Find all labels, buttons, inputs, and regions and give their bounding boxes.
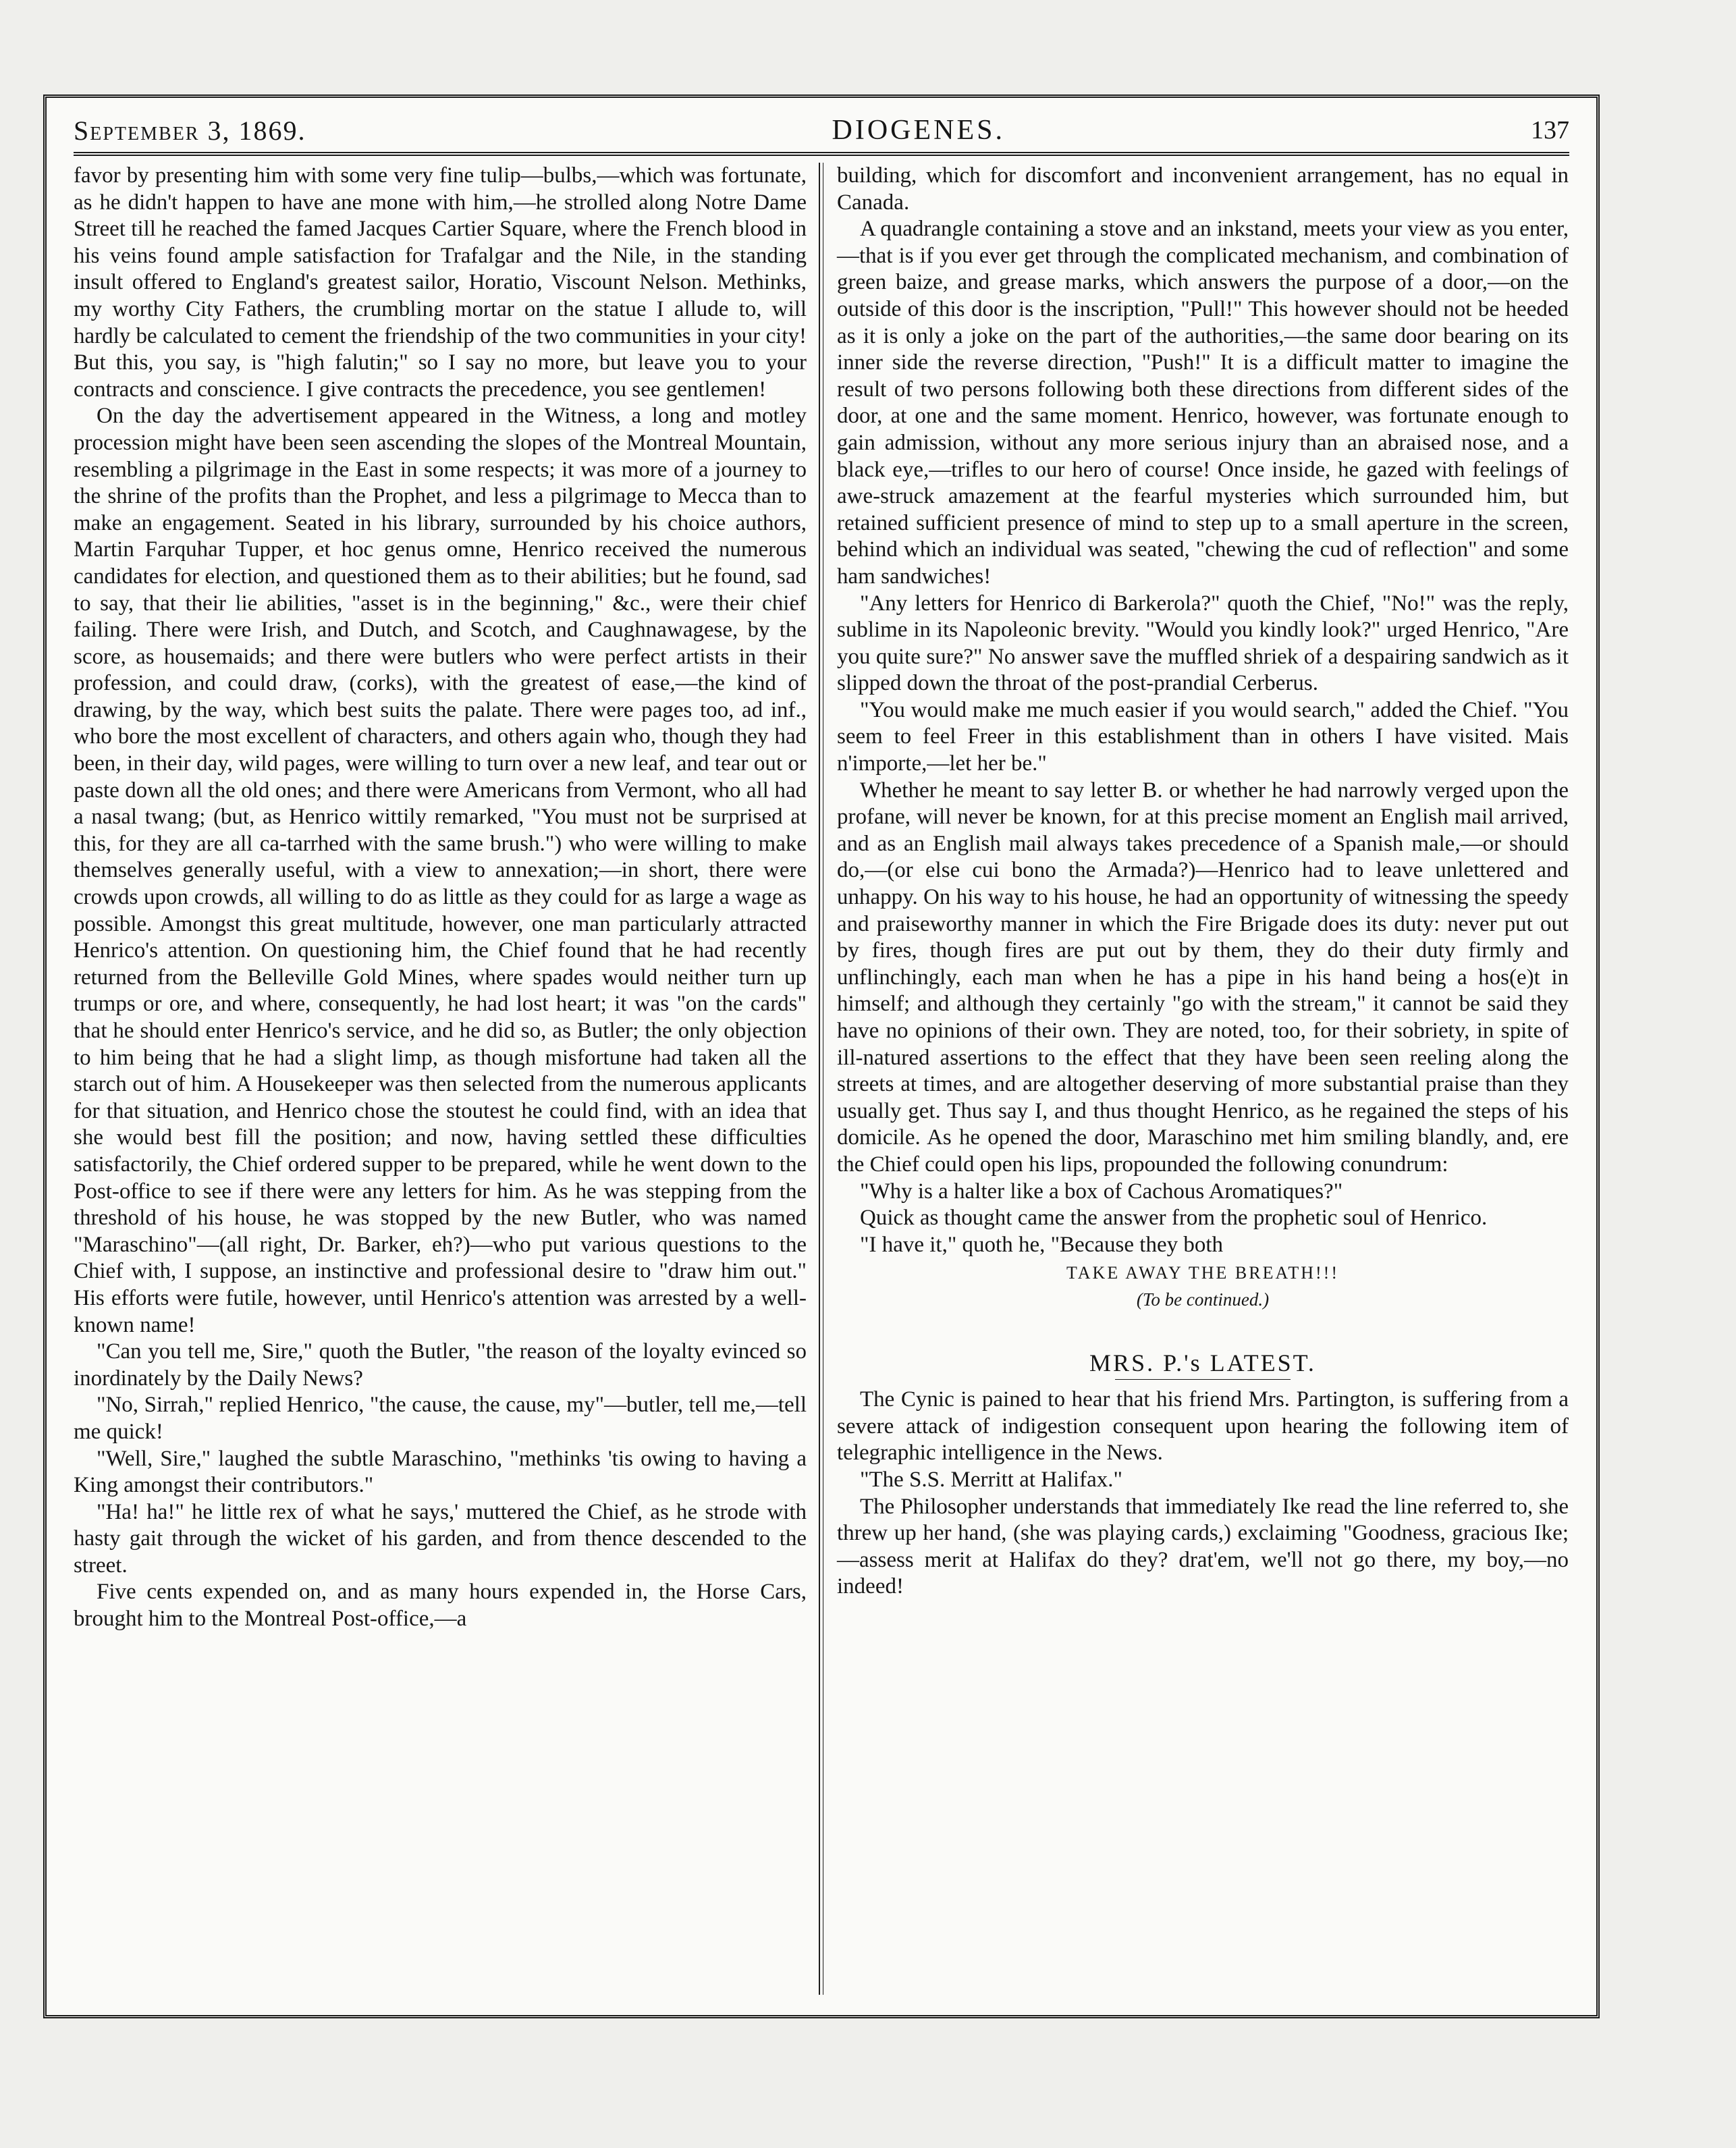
page-header bbox=[74, 109, 1569, 156]
left-column bbox=[74, 163, 819, 1995]
article-columns bbox=[74, 163, 1569, 1995]
right-column bbox=[823, 163, 1569, 1995]
masthead-title: DIOGENES. bbox=[832, 115, 1005, 146]
paragraph: "You would make me much easier if you would search," added the Chief. "You seem to feel Freer in this establishment than in others I have visited. Mais n'importe,—let her be." bbox=[837, 697, 1569, 776]
punchline: TAKE AWAY THE BREATH!!! bbox=[1066, 1263, 1340, 1283]
paragraph: "Why is a halter like a box of Cachous Aromatiques?" bbox=[860, 1179, 1343, 1204]
paragraph: building, which for discomfort and inconvenient arrangement, has no equal in Canada. bbox=[837, 163, 1569, 215]
page-frame bbox=[43, 95, 1600, 2018]
paragraph: Quick as thought came the answer from the prophetic soul of Henrico. bbox=[860, 1206, 1488, 1231]
paragraph: The Cynic is pained to hear that his friend Mrs. Partington, is suffering from a severe attack of indigestion consequent upon hearing the following item of telegraphic intelligence in the News. bbox=[837, 1387, 1569, 1466]
paragraph: "Any letters for Henrico di Barkerola?" quoth the Chief, "No!" was the reply, sublime in its Napoleonic brevity. "Would you kindly look?" urged Henrico, "Are you quite sure?" No answer save the muffled shriek of a despairing sandwich as it slipped down the throat of the post-prandial Cerberus. bbox=[837, 591, 1569, 696]
issue-date: September 3, 1869. bbox=[74, 115, 306, 146]
paragraph: favor by presenting him with some very fine tulip—bulbs,—which was fortunate, as he didn't happen to have ane mone with him,—he strolled along Notre Dame Street till he reached the famed Jacques Cartier Square, where the French blood in his veins found ample satisfaction for Trafalgar and the Nile, in the standing insult offered to England's greatest sailor, Horatio, Viscount Nelson. Methinks, my worthy City Fathers, the crumbling mortar on the statue I allude to, will hardly be calculated to cement the friendship of the two communities in your city! But this, you say, is "high falutin;" so I say no more, but leave you to your contracts and conscience. I give contracts the precedence, you see gentlemen! bbox=[74, 163, 807, 402]
paragraph: A quadrangle containing a stove and an inkstand, meets your view as you enter,—that is if you ever get through the complicated mechanism, and combination of green baize, and grease marks, which answers the purpose of a door,—on the outside of this door is the inscription, "Pull!" This however should not be heeded as it is only a joke on the part of the authorities,—the same door bearing on its inner side the reverse direction, "Push!" It is a difficult matter to imagine the result of two persons following both these directions from different sides of the door, at one and the same moment. Henrico, however, was fortunate enough to gain admission, without any more serious injury than an abraised nose, and a black eye,—trifles to our hero of course! Once inside, he gazed with feelings of awe-struck amazement at the fearful mysteries which surrounded him, but retained sufficient presence of mind to step up to a small aperture in the screen, behind which an individual was seated, "chewing the cud of reflection" and some ham sandwiches! bbox=[837, 217, 1569, 589]
paragraph: On the day the advertisement appeared in the Witness, a long and motley procession might have been seen ascending the slopes of the Montreal Mountain, resembling a pilgrimage in the East in some respects; it was more of a journey to the shrine of the profits than the Prophet, and less a pilgrimage to Mecca than to make an engagement. Seated in his library, surrounded by his choice authors, Martin Farquhar Tupper, et hoc genus omne, Henrico received the numerous candidates for election, and questioned them as to their abilities; but he found, sad to say, that their lie abilities, "asset is in the beginning," &c., were their chief failing. There were Irish, and Dutch, and Scotch, and Caughnawagese, by the score, as housemaids; and there were butlers who were perfect artists in their profession, and could draw, (corks), with the greatest of ease,—the kind of drawing, by the way, which best suits the palate. There were pages too, ad inf., who bore the most excellent of characters, and others again who, though they had been, in their day, wild pages, were willing to turn over a new leaf, and tear out or paste down all the old ones; and there were Americans from Vermont, who all had a nasal twang; (but, as Henrico wittily remarked, "You must not be surprised at this, for they are all ca-tarrhed with the same brush.") who were willing to make themselves generally useful, with a view to annexation;—in short, there were crowds upon crowds, all willing to do as little as they could for as large a wage as possible. Amongst this great multitude, however, one man particularly attracted Henrico's attention. On questioning him, the Chief found that he had recently returned from the Belleville Gold Mines, where spades would neither turn up trumps or ore, and where, consequently, he had lost heart; it was "on the cards" that he should enter Henrico's service, and he did so, as Butler; the only objection to him being that he had a slight limp, as though misfortune had taken all the starch out of him. A Housekeeper was then selected from the numerous applicants for that situation, and Henrico chose the stoutest he could find, with an idea that she would best fill the position; and now, having settled these difficulties satisfactorily, the Chief ordered supper to be prepared, while he went down to the Post-office to see if there were any letters for him. As he was stepping from the threshold of his house, he was stopped by the new Butler, who was named "Maraschino"—(all right, Dr. Barker, eh?)—who put various questions to the Chief with, I suppose, an instinctive and professional desire to "draw him out." His efforts were futile, however, until Henrico's attention was arrested by a well-known name! bbox=[74, 404, 807, 1337]
to-be-continued: (To be continued.) bbox=[1136, 1289, 1270, 1310]
section-title: MRS. P.'s LATEST. bbox=[837, 1350, 1569, 1380]
paragraph: "The S.S. Merritt at Halifax." bbox=[860, 1467, 1122, 1492]
paragraph: "Well, Sire," laughed the subtle Maraschino, "methinks 'tis owing to having a King amongst their contributors." bbox=[74, 1446, 807, 1498]
paragraph: The Philosopher understands that immediately Ike read the line referred to, she threw up her hand, (she was playing cards,) exclaiming "Goodness, gracious Ike;—assess merit at Halifax do they? drat'em, we'll not go there, my boy,—no indeed! bbox=[837, 1494, 1569, 1599]
paragraph: "No, Sirrah," replied Henrico, "the cause, the cause, my"—butler, tell me,—tell me quick! bbox=[74, 1393, 807, 1444]
paragraph: "Can you tell me, Sire," quoth the Butler, "the reason of the loyalty evinced so inordinately by the Daily News? bbox=[74, 1339, 807, 1391]
paragraph: Five cents expended on, and as many hours expended in, the Horse Cars, brought him to the Montreal Post-office,—a bbox=[74, 1580, 807, 1632]
column-rule bbox=[819, 163, 823, 1995]
paragraph: "Ha! ha!" he little rex of what he says,' muttered the Chief, as he strode with hasty gait through the wicket of his garden, and from thence descended to the street. bbox=[74, 1499, 807, 1578]
page-number: 137 bbox=[1531, 116, 1569, 144]
paragraph: Whether he meant to say letter B. or whether he had narrowly verged upon the profane, will never be known, for at this precise moment an English mail arrived, and as an English mail always takes precedence of a Spanish male,—or should do,—(or else cui bono the Armada?)—Henrico had to leave unlettered and unhappy. On his way to his house, he had an opportunity of witnessing the speedy and praiseworthy manner in which the Fire Brigade does its duty: never put out by fires, though fires are put out by them, they do their duty firmly and unflinchingly, each man when he has a pipe in his hand being a hos(e)t in himself; and although they certainly "go with the stream," it cannot be said they have no opinions of their own. They are noted, too, for their sobriety, in spite of ill-natured assertions to the effect that they have been seen reeling along the streets at times, and are altogether deserving of more substantial praise than they usually get. Thus say I, and thus thought Henrico, as he regained the steps of his domicile. As he opened the door, Maraschino met him smiling blandly, and, ere the Chief could open his lips, propounded the following conundrum: bbox=[837, 778, 1569, 1177]
paragraph: "I have it," quoth he, "Because they both bbox=[860, 1232, 1224, 1257]
